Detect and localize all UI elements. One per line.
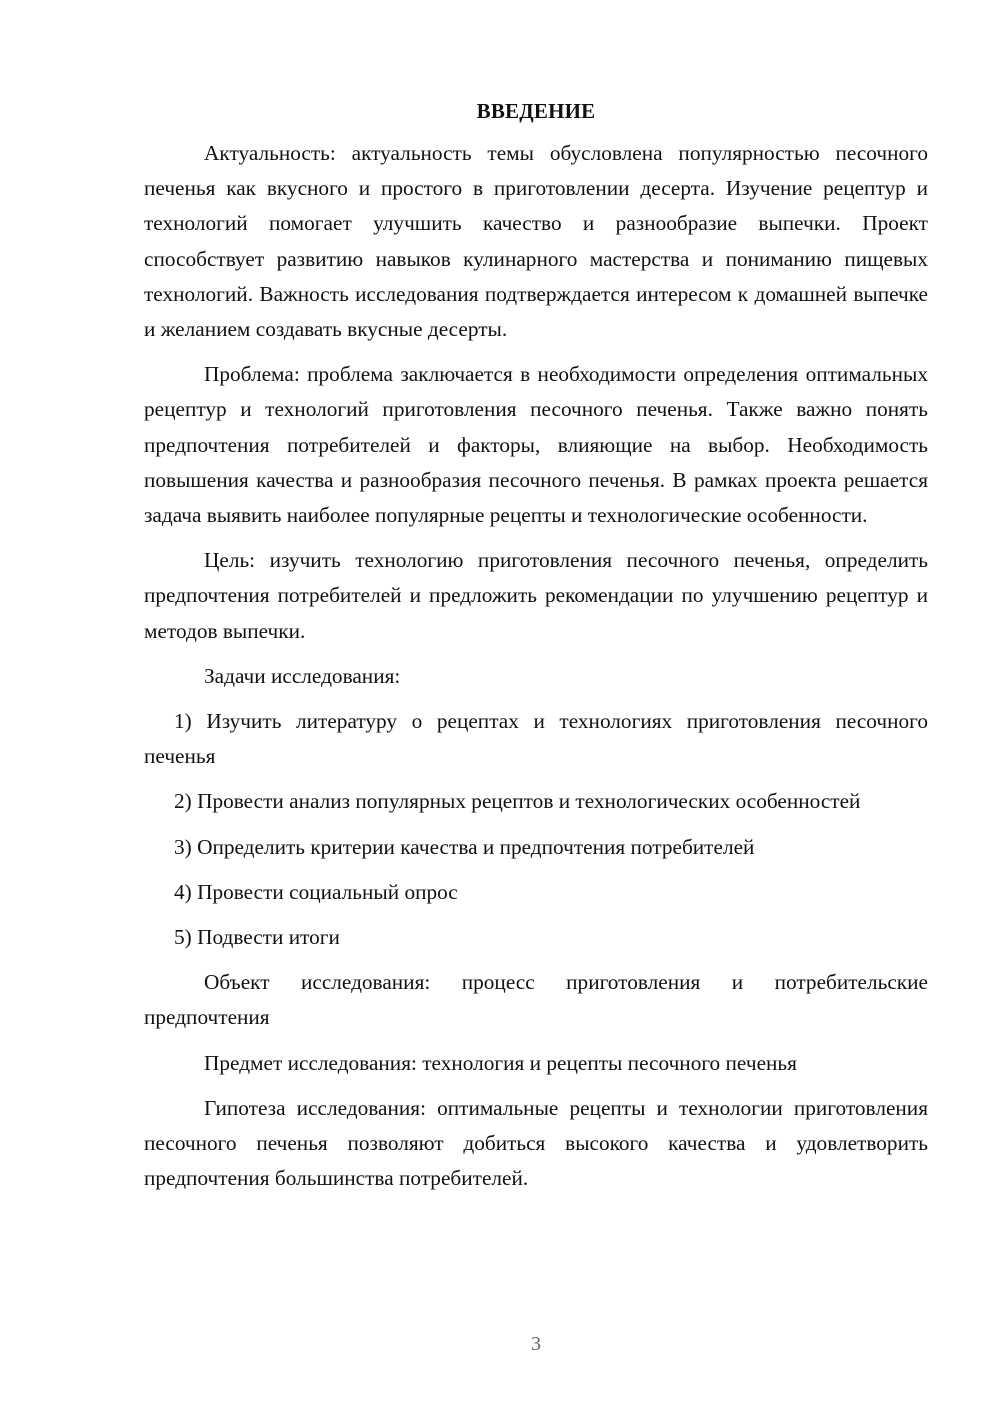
paragraph-object: Объект исследования: процесс приготовления и потребительские предпочтения	[144, 970, 928, 1030]
list-item: 3) Определить критерии качества и предпочтения потребителей	[174, 834, 755, 859]
list-item: 5) Подвести итоги	[174, 925, 340, 950]
paragraph-goal: Цель: изучить технологию приготовления песочного печенья, определить предпочтения потребителей и предложить рекомендации по улучшению рецептур и методов выпечки.	[144, 548, 928, 643]
paragraph-hypothesis: Гипотеза исследования: оптимальные рецепты и технологии приготовления песочного печенья позволяют добиться высокого качества и удовлетворить предпочтения большинства потребителей.	[144, 1095, 928, 1191]
paragraph-problem: Проблема: проблема заключается в необходимости определения оптимальных рецептур и технологий приготовления песочного печенья. Также важно понять предпочтения потребителей и факторы, влияющие на выбор. Необходимость повышения качества и разнообразия песочного печенья. В рамках проекта решается задача выявить наиболее популярные рецепты и технологические особенности.	[144, 362, 928, 528]
list-item: 4) Провести социальный опрос	[174, 879, 458, 904]
page-number: 3	[531, 1333, 541, 1355]
page-title: ВВЕДЕНИЕ	[476, 99, 596, 123]
page-content	[144, 96, 928, 1196]
paragraph-subject: Предмет исследования: технология и рецепты песочного печенья	[204, 1050, 797, 1075]
tasks-list	[144, 704, 928, 955]
paragraph-relevance: Актуальность: актуальность темы обусловлена популярностью песочного печенья как вкусного и простого в приготовлении десерта. Изучение рецептур и технологий помогает улучшить качество и разнообразие выпечки. Проект способствует развитию навыков кулинарного мастерства и пониманию пищевых технологий. Важность исследования подтверждается интересом к домашней выпечке и желанием создавать вкусные десерты.	[144, 141, 928, 342]
list-item: 1) Изучить литературу о рецептах и технологиях приготовления песочного печенья	[144, 709, 928, 769]
list-item: 2) Провести анализ популярных рецептов и технологических особенностей	[174, 789, 861, 814]
tasks-heading: Задачи исследования:	[204, 663, 401, 688]
